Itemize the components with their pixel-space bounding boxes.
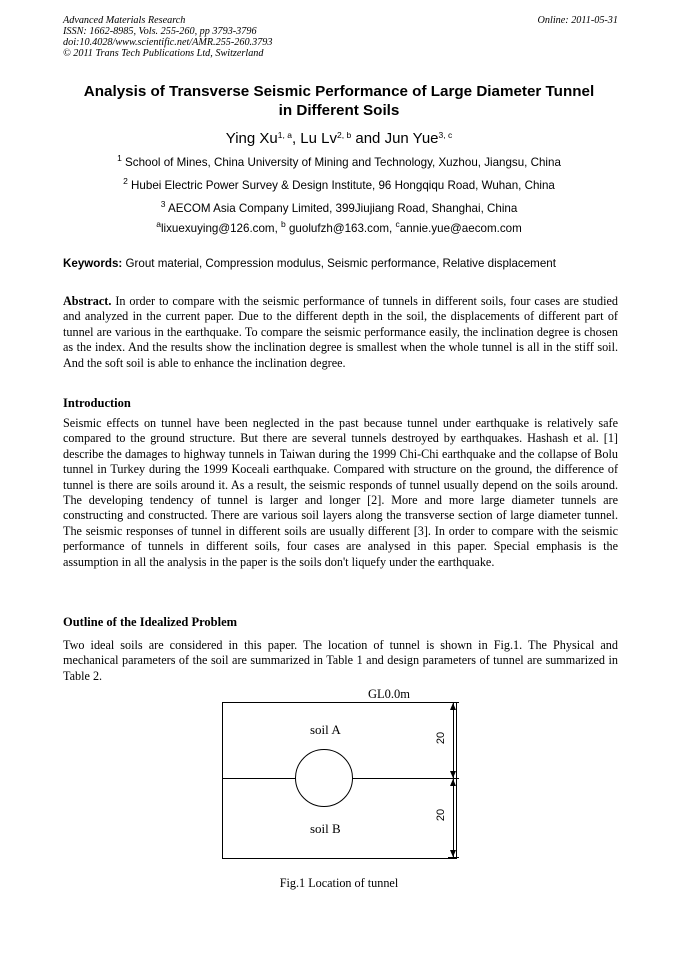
issn-line: ISSN: 1662-8985, Vols. 255-260, pp 3793-3796 [63, 26, 257, 37]
affiliation-3 [40, 198, 638, 216]
copyright-line: © 2011 Trans Tech Publications Ltd, Switzerland [63, 48, 264, 59]
dimension-label-lower: 20 [435, 808, 447, 822]
email-superscript: c [395, 218, 400, 229]
dimension-line-lower [453, 779, 454, 857]
keywords [63, 257, 618, 271]
journal-header [63, 15, 618, 59]
arrow-down-icon [450, 850, 456, 857]
arrow-up-icon [450, 703, 456, 710]
title-line-2: in Different Soils [278, 102, 400, 119]
soil-a-label: soil A [310, 722, 341, 737]
author-name: Lu Lv [300, 130, 337, 147]
affiliation-text: Hubei Electric Power Survey & Design Institute, 96 Hongqiqu Road, Wuhan, China [127, 179, 555, 192]
email-superscript: b [281, 218, 286, 229]
email-text: lixuexuying@126.com, [160, 222, 282, 235]
paper-title [40, 82, 638, 120]
email-text: guolufzh@163.com, [285, 222, 396, 235]
email-text: annie.yue@aecom.com [399, 222, 522, 235]
doi-line: doi:10.4028/www.scientific.net/AMR.255-260.3793 [63, 37, 273, 48]
author-separator: , [291, 130, 301, 147]
introduction-text: Seismic effects on tunnel have been neglected in the past because tunnel under earthquake is relatively safe compared to the ground structure. But there are several tunnels destroyed by earthquakes. Hashash et al. [1] describe the damages to highway tunnels in Taiwan during the 1999 Chi-Chi earthquake and the collapse of Bolu tunnel in Turkey during the 1999 Koceali earthquake. Compared with structure on the ground, the difference of tunnel is there are soils around it. As a result, the seismic responds of tunnel usually depend on the soils around. The developing tendency of tunnel is larger and longer [2]. More and more large diameter tunnels are constructing and constructed. There are various soil layers along the transverse section of large diameter tunnel. The seismic responses of tunnel in different soils are usually different [3]. In order to compare with the seismic performance of tunnels in different soils, four cases are analysed in this paper. Special emphasis is the assumption in all the analysis in the paper is the soils don't liquefy under the earthquake. [63, 416, 618, 569]
abstract [63, 294, 618, 371]
keywords-text: Grout material, Compression modulus, Seismic performance, Relative displacement [122, 257, 556, 270]
introduction-heading: Introduction [63, 396, 131, 410]
dimension-label-upper: 20 [435, 731, 447, 745]
abstract-label: Abstract. [63, 294, 112, 308]
author-superscript: 3, c [438, 129, 453, 140]
keywords-label: Keywords: [63, 257, 123, 270]
title-line-1: Analysis of Transverse Seismic Performance of Large Diameter Tunnel [83, 83, 595, 100]
affiliation-text: AECOM Asia Company Limited, 399Jiujiang Road, Shanghai, China [165, 202, 518, 215]
dimension-line-upper [453, 703, 454, 778]
arrow-up-icon [450, 779, 456, 786]
soil-b-label: soil B [310, 821, 341, 836]
affiliation-superscript: 1 [117, 152, 122, 163]
author-superscript: 2, b [337, 129, 352, 140]
affiliation-text: School of Mines, China University of Mining and Technology, Xuzhou, Jiangsu, China [121, 156, 561, 169]
author-name: Ying Xu [225, 130, 278, 147]
abstract-text: In order to compare with the seismic performance of tunnels in different soils, four cases are studied and analyzed in the current paper. Due to the different depth in the soil, the displacements of different part of tunnel are various in the earthquake. To compare the seismic performance easily, the inclination degree is chosen as the index. And the results show the inclination degree is smallest when the whole tunnel is all in the stiff soil. And the soft soil is able to enhance the inclination degree. [63, 294, 618, 370]
ground-level-label: GL0.0m [368, 687, 411, 701]
author-separator: and [351, 130, 385, 147]
outline-heading: Outline of the Idealized Problem [63, 615, 238, 629]
tunnel-cross-section [295, 749, 353, 807]
affiliation-superscript: 2 [123, 175, 128, 186]
online-date: Online: 2011-05-31 [537, 15, 618, 26]
affiliation-superscript: 3 [160, 198, 166, 209]
outline-text: Two ideal soils are considered in this paper. The location of tunnel is shown in Fig.1. The Physical and mechanical parameters of the soil are summarized in Table 1 and design parameters of tunnel are summarized in Table 2. [63, 638, 618, 683]
affiliation-1 [40, 152, 638, 170]
figure-caption: Fig.1 Location of tunnel [279, 876, 399, 890]
journal-name: Advanced Materials Research [63, 15, 186, 26]
email-superscript: a [156, 218, 161, 229]
dimension-tick-bottom [448, 857, 459, 858]
author-list [40, 129, 638, 150]
arrow-down-icon [450, 771, 456, 778]
author-superscript: 1, a [277, 129, 292, 140]
tunnel-location-figure [222, 702, 457, 859]
affiliation-2 [40, 175, 638, 193]
author-name: Jun Yue [384, 130, 439, 147]
author-emails [40, 218, 638, 236]
